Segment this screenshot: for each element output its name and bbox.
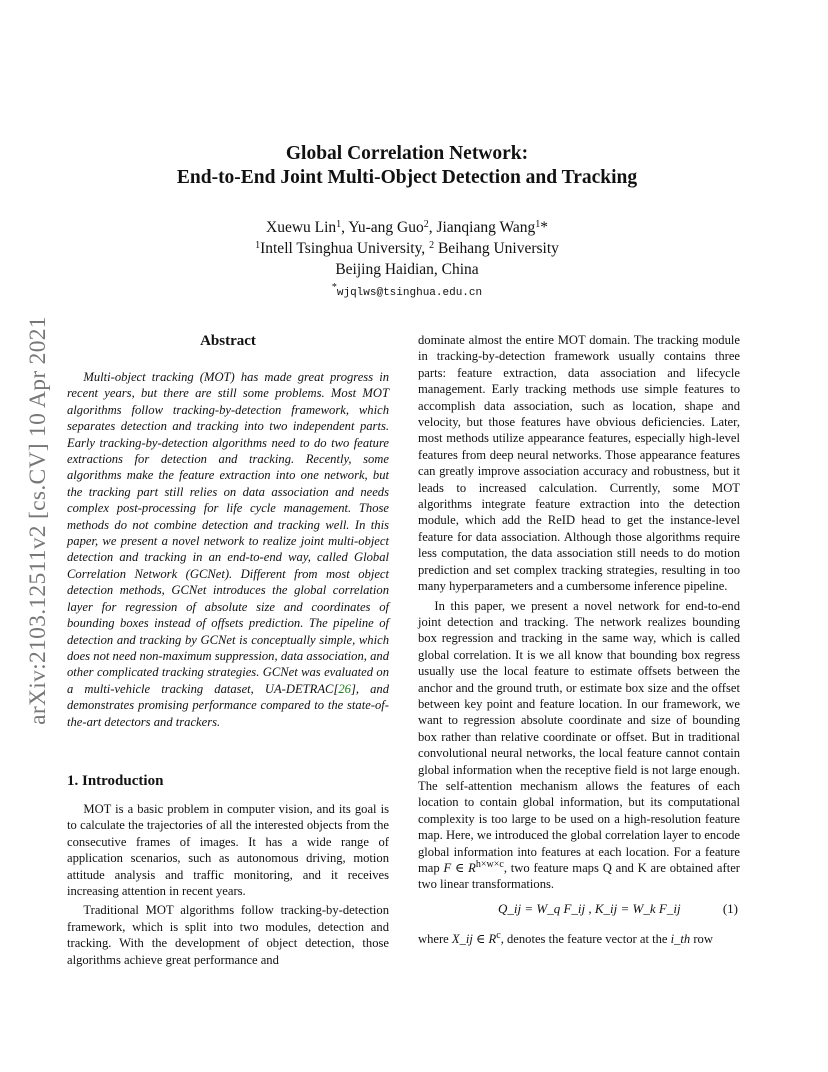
location-line: Beijing Haidian, China [335, 261, 479, 278]
author-name: Xuewu Lin [266, 219, 337, 236]
affiliation-mark: 1 [336, 219, 342, 230]
corresponding-mark: * [540, 219, 548, 236]
affiliation-line [80, 238, 734, 259]
paper-title [80, 142, 734, 190]
paragraph-text: where [418, 931, 452, 946]
inline-math: X_ij ∈ R [451, 931, 497, 946]
inline-math-superscript: c [496, 929, 501, 941]
equation-body: Q_ij = W_q F_ij , K_ij = W_k F_ij [498, 900, 681, 916]
author-list [80, 217, 734, 238]
paragraph-text: In this paper, we present a novel network for end-to-end joint detection and tracking. The network realizes bounding box regression and tracking in the same way, which is called global correlation. It is we all know that bounding box regress usually use the local feature to estimate offsets between the anchor and the ground truth, or estimate box size and the offset between key point and feature location. In our framework, we want to regression absolute coordinate and size of bounding box rather than relative coordinate or offset. But in traditional convolutional neural networks, the local feature cannot contain global information when the receptive field is not large enough. The self-attention mechanism allows the features of each location to contain global information, but its computational complexity is too large to be used on a high-resolution feature map. Here, we introduced the global correlation layer to encode global information into features at each location. For a feature map [418, 598, 740, 875]
affiliation-mark: 1 [255, 240, 261, 251]
equation-1 [418, 901, 740, 923]
citation-link[interactable]: 26 [338, 681, 351, 696]
body-paragraph [418, 598, 740, 893]
abstract-text [67, 369, 389, 730]
affiliation-mark: 2 [423, 219, 429, 230]
body-paragraph [418, 931, 740, 947]
author-separator: , [428, 219, 437, 236]
corresponding-mark: * [331, 282, 337, 293]
abstract-section [67, 332, 389, 730]
inline-math: i_th [670, 931, 691, 946]
email-line [80, 280, 734, 304]
introduction-heading: 1. Introduction [67, 773, 164, 789]
abstract-text-part: ], and demonstrates promising performance compared to the state-of-the-art detectors and trackers. [67, 681, 389, 729]
introduction-paragraph: Traditional MOT algorithms follow tracking-by-detection framework, which is split into two modules, detection and tracking. With the development of object detection, those algorithms achieve great performance and [67, 903, 389, 967]
paragraph-text: row [690, 931, 713, 946]
arxiv-identifier [16, 280, 60, 760]
affiliation-name: Intell Tsinghua University, [260, 240, 430, 257]
introduction-section [67, 801, 389, 971]
author-separator: , [341, 219, 349, 236]
title-line-2: End-to-End Joint Multi-Object Detection and Tracking [176, 167, 638, 188]
title-line-1: Global Correlation Network: [285, 143, 529, 164]
introduction-paragraph: MOT is a basic problem in computer vision, and its goal is to calculate the trajectories of all the interested objects from the consecutive frames of images. It has a wide range of application scenarios, such as autonomous driving, motion attitude analysis and traffic monitoring, and it receives increasing attention in recent years. [67, 802, 389, 899]
author-block [80, 217, 734, 304]
paragraph-text: , denotes the feature vector at the [500, 931, 671, 946]
right-column [418, 332, 740, 950]
author-name: Yu-ang Guo [348, 219, 424, 236]
affiliation-mark: 1 [535, 219, 541, 230]
arxiv-identifier-text: arXiv:2103.12511v2 [cs.CV] 10 Apr 2021 [24, 315, 51, 725]
affiliation-name: Beihang University [434, 240, 559, 257]
abstract-text-part: Multi-object tracking (MOT) has made great progress in recent years, but there are still some problems. Most MOT algorithms follow tracking-by-detection framework, which separates detection and tracking into two independent parts. Early tracking-by-detection algorithms need to do two feature extractions for detection and tracking. Recently, some algorithms make the feature extraction into one network, but the tracking part still relies on data association and needs complex post-processing for life cycle management. Those methods do not combine detection and tracking well. In this paper, we present a novel network to realize joint multi-object detection and tracking in an end-to-end way, called Global Correlation Network (GCNet). Different from most object detection methods, GCNet introduces the global correlation layer for regression of absolute size and coordinates of bounding boxes instead of offsets prediction. The pipeline of detection and tracking by GCNet is conceptually simple, which does not need non-maximum suppression, data association, and other complicated tracking strategies. GCNet was evaluated on a multi-vehicle tracking dataset, UA-DETRAC[ [67, 370, 389, 696]
affiliation-mark: 2 [429, 240, 435, 251]
paragraph-text: , two feature maps Q and K are obtained after two linear transformations. [418, 861, 740, 892]
abstract-heading: Abstract [200, 333, 256, 349]
author-name: Jianqiang Wang [436, 219, 536, 236]
inline-math: F ∈ R [443, 861, 476, 875]
author-email: wjqlws@tsinghua.edu.cn [336, 287, 483, 299]
inline-math-superscript: h×w×c [475, 859, 504, 870]
equation-number: (1) [722, 900, 738, 916]
body-paragraph: dominate almost the entire MOT domain. The tracking module in tracking-by-detection framework usually contains three parts: feature extraction, data association and lifecycle management. Early tracking methods use simple features to accomplish data association, such as location, shape and velocity, but those features have obvious deficiencies. Later, most methods utilize appearance features, especially high-level features from deep neural networks. Those appearance features can greatly improve association accuracy and robustness, but it leads to increased calculation. Currently, some MOT algorithms integrate feature extraction into the detection module, which add the ReID head to get the instance-level feature for data association. Although those algorithms require less computation, the data association still needs to do motion prediction and set complex tracking strategies, resulting in too many hyperparameters and a cumbersome inference pipeline. [418, 333, 740, 594]
